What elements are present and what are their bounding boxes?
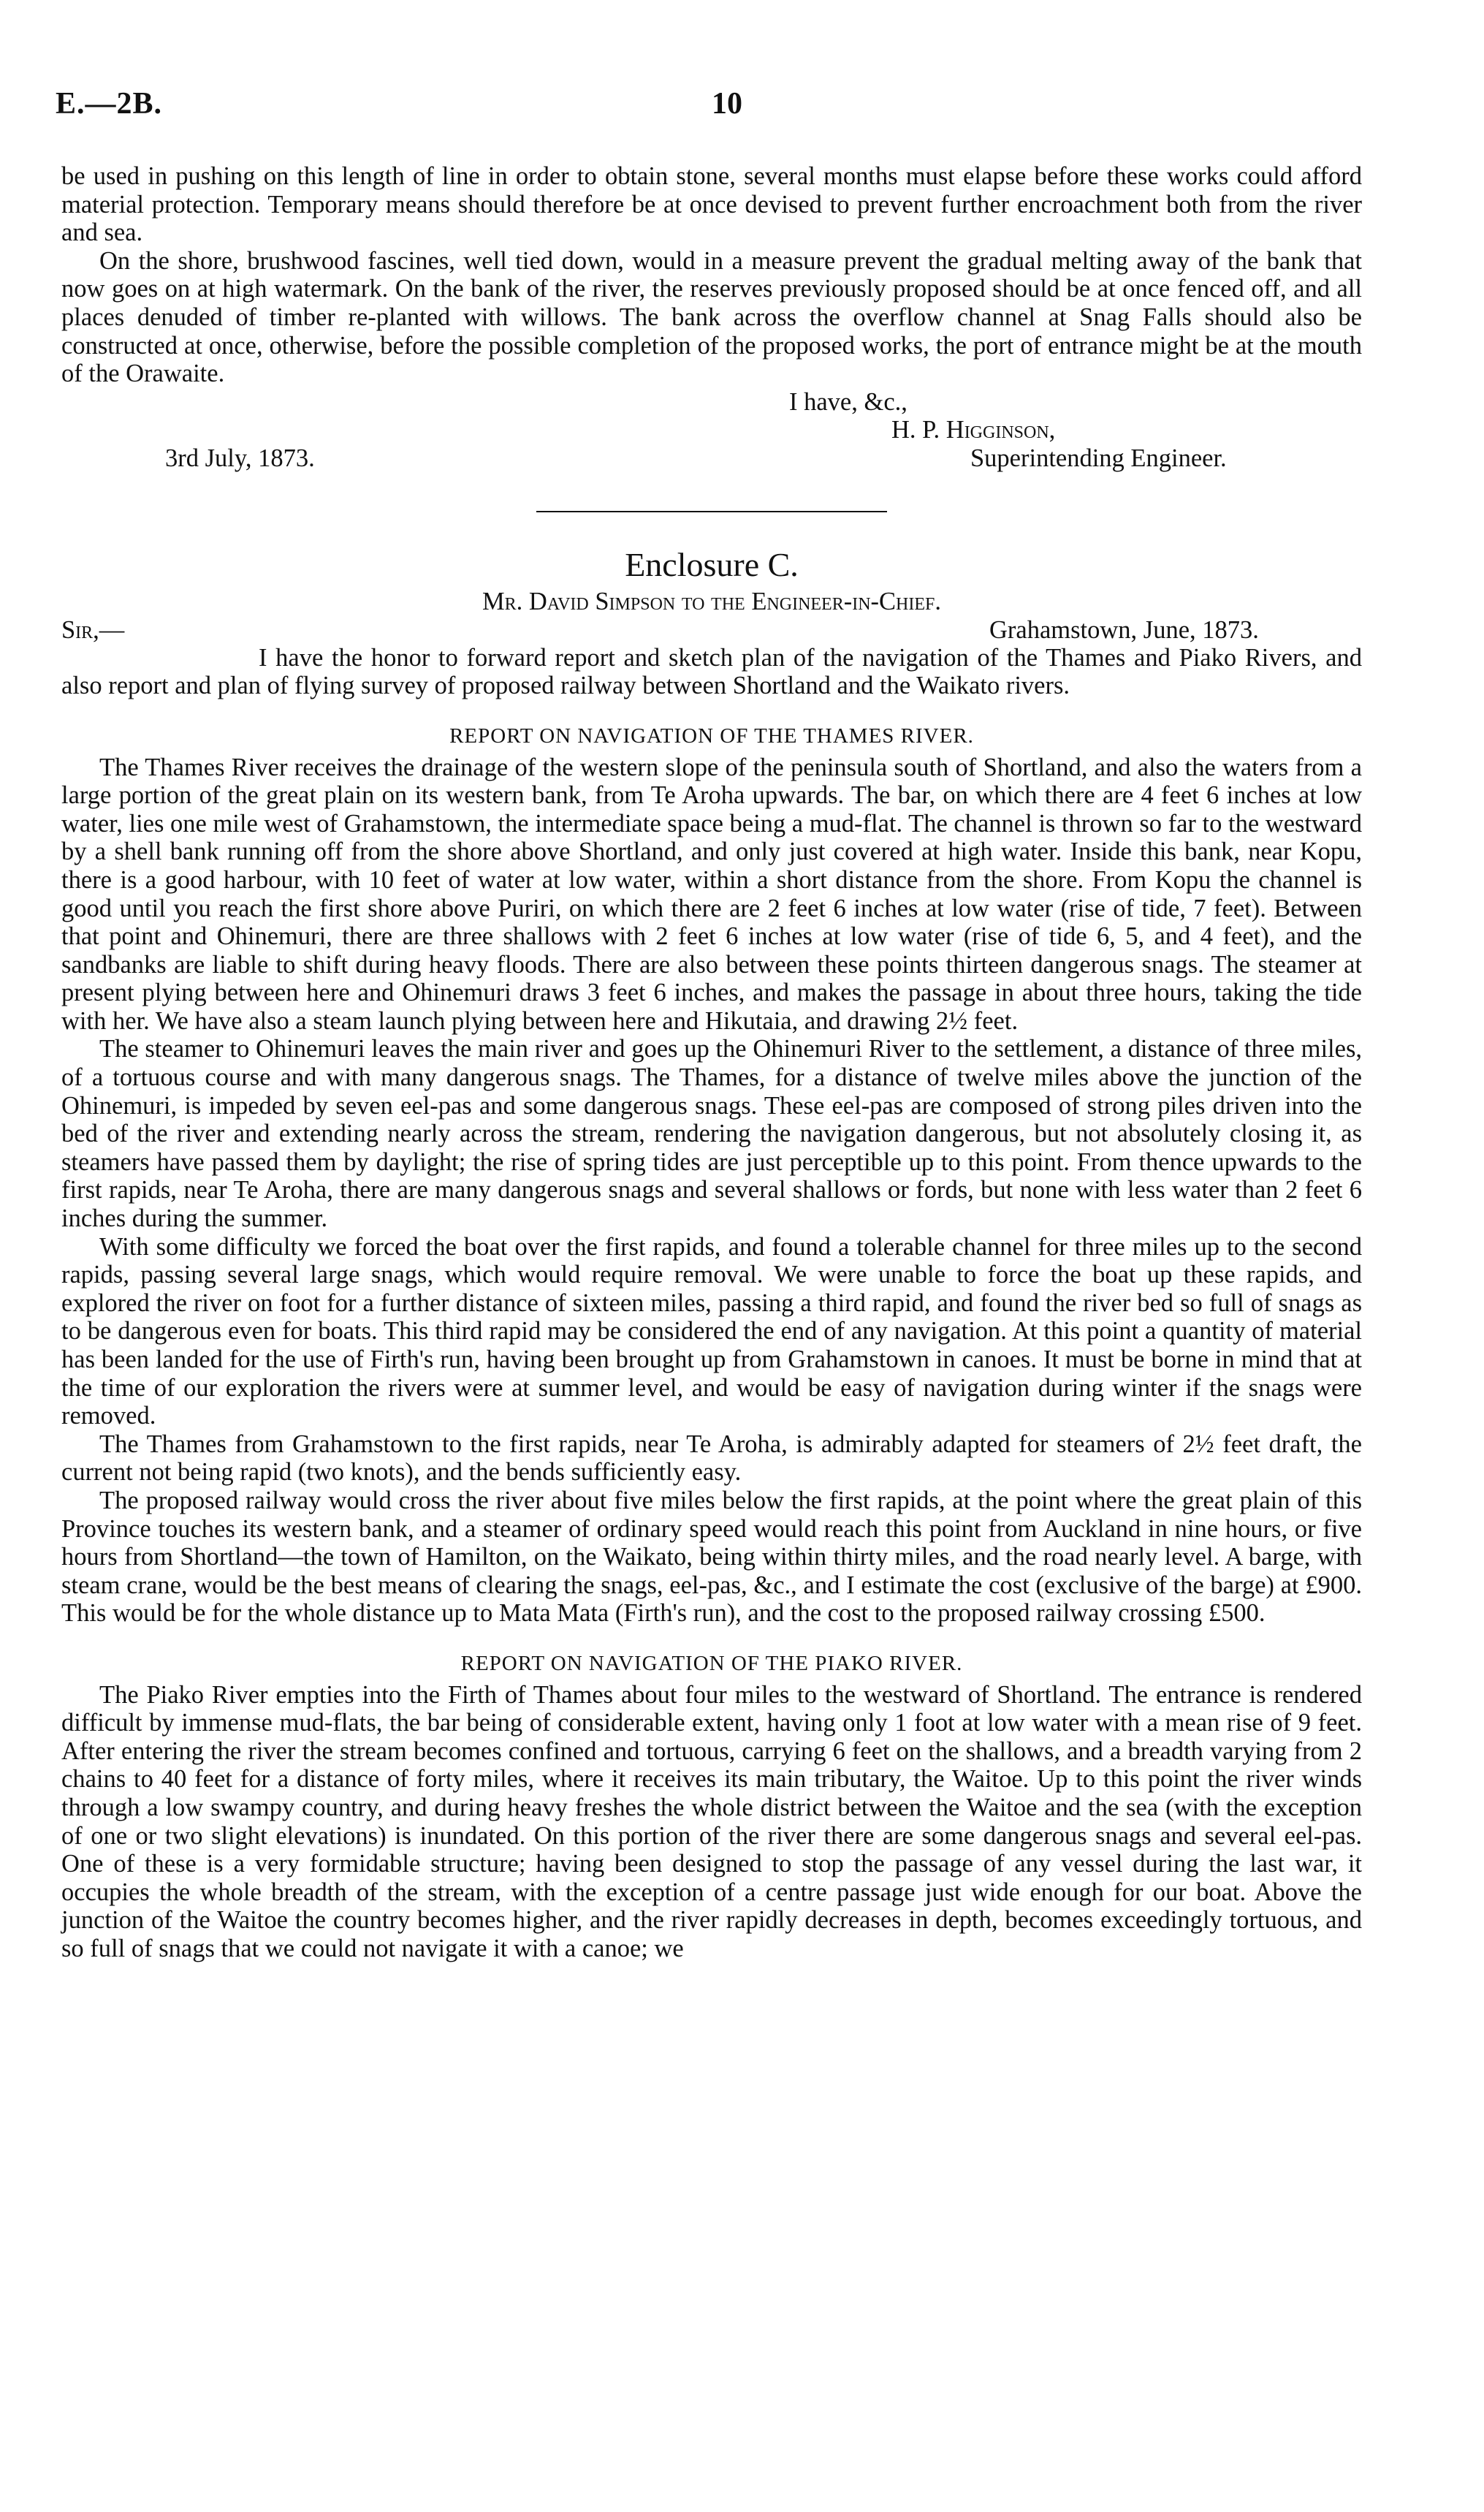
section-heading-thames: REPORT ON NAVIGATION OF THE THAMES RIVER. [449,724,974,748]
piako-paragraph-1: The Piako River empties into the Firth of Thames about four miles to the westward of Shortland. The entrance is rendered difficult by immense mud-flats, the bar being of considerable extent, having only 1 foot at low water with a mean rise of 9 feet. After entering the river the stream becomes confined and tortuous, carrying 6 feet on the shallows, and a breadth varying from 2 chains to 40 feet for a distance of forty miles, where it receives its main tributary, the Waitoe. Up to this point the river winds through a low swampy country, and during heavy freshes the whole district between the Waitoe and the sea (with the exception of one or two slight elevations) is inundated. On this portion of the river there are some dangerous snags and several eel-pas. One of these is a very formidable structure; having been designed to stop the passage of any vessel during the last war, it occupies the whole breadth of the stream, with the exception of a centre passage just wide enough for our boat. Above the junction of the Waitoe the country becomes higher, and the river rapidly decreases in depth, becomes exceedingly tortuous, and so full of snags that we could not navigate it with a canoe; we [61,1680,1362,1962]
signoff-title: Superintending Engineer. [970,444,1227,472]
page-header [56,86,1385,130]
thames-paragraph-4: The Thames from Grahamstown to the first rapids, near Te Aroha, is admirably adapted for steamers of 2½ feet draft, the current not being rapid (two knots), and the bends sufficiently easy. [61,1430,1362,1487]
thames-paragraph-5: The proposed railway would cross the river about five miles below the first rapids, at the point where the great plain of this Province touches its western bank, and a steamer of ordinary speed would reach this point from Auckland in nine hours, or five hours from Shortland—the town of Hamilton, on the Waikato, being within thirty miles, and the road nearly level. A barge, with steam crane, would be the best means of clearing the snags, eel-pas, &c., and I estimate the cost (exclusive of the barge) at £900. This would be for the whole distance up to Mata Mata (Firth's run), and the cost to the proposed railway crossing £500. [61,1486,1362,1628]
document-code: E.—2B. [56,87,163,121]
document-body [61,162,1362,1962]
place-date: Grahamstown, June, 1873. [989,615,1259,644]
thames-paragraph-2: The steamer to Ohinemuri leaves the main river and goes up the Ohinemuri River to the settlement, a distance of three miles, of a tortuous course and with many dangerous snags. The Thames, for a distance of twelve miles above the junction of the Ohinemuri, is impeded by seven eel-pas and some dangerous snags. These eel-pas are composed of strong piles driven into the bed of the river and extending nearly across the stream, rendering the navigation dangerous, but not absolutely closing it, as steamers have passed them by daylight; the rise of spring tides are just perceptible up to this point. From thence upwards to the first rapids, near Te Aroha, there are many dangerous snags and several shallows or fords, but none with less water than 2 feet 6 inches during the summer. [61,1035,1362,1233]
signoff-date: 3rd July, 1873. [165,444,315,472]
intro-paragraph-1: be used in pushing on this length of line in order to obtain stone, several months must elapse before these works could afford material protection. Temporary means should therefore be at once devised to prevent further encroachment both from the river and sea. [61,162,1362,247]
intro-paragraph-2: On the shore, brushwood fascines, well tied down, would in a measure prevent the gradual melting away of the bank that now goes on at high watermark. On the bank of the river, the reserves previously proposed should be at once fenced off, and all places denuded of timber re-planted with willows. The bank across the overflow channel at Snag Falls should also be constructed at once, otherwise, before the possible completion of the proposed works, the port of entrance might be at the mouth of the Orawaite. [61,246,1362,388]
signoff-block [61,388,1362,473]
salutation: Sir,— [61,615,125,644]
enclosure-title: Enclosure C. [625,545,799,583]
section-divider [536,511,887,512]
thames-paragraph-3: With some difficulty we forced the boat over the first rapids, and found a tolerable channel for three miles up to the second rapids, passing several large snags, which would require removal. We were unable to force the boat up these rapids, and explored the river on foot for a further distance of sixteen miles, passing a third rapid, and found the river bed so full of snags as to be dangerous even for boats. This third rapid may be considered the end of any navigation. At this point a quantity of material has been landed for the use of Firth's run, having been brought up from Grahamstown in canoes. It must be borne in mind that at the time of our exploration the rivers were at summer level, and would be easy of navigation during winter if the snags were removed. [61,1232,1362,1430]
page-number: 10 [712,87,742,121]
enclosure-subtitle: Mr. David Simpson to the Engineer-in-Chief. [482,587,941,615]
salutation-row [61,616,1362,644]
section-heading-piako: REPORT ON NAVIGATION OF THE PIAKO RIVER. [460,1651,963,1675]
signoff-name: H. P. Higginson, [891,415,1056,444]
enclosure-opening: I have the honor to forward report and sketch plan of the navigation of the Thames and Piako Rivers, and also report and plan of flying survey of proposed railway between Shortland and the Waikato rivers. [61,643,1362,700]
signoff-closing: I have, &c., [789,387,907,416]
thames-paragraph-1: The Thames River receives the drainage of the western slope of the peninsula south of Shortland, and also the waters from a large portion of the great plain on its western bank, from Te Aroha upwards. The bar, on which there are 4 feet 6 inches at low water, lies one mile west of Grahamstown, the intermediate space being a mud-flat. The channel is thrown so far to the westward by a shell bank running off from the shore above Shortland, and only just covered at high water. Inside this bank, near Kopu, there is a good harbour, with 10 feet of water at low water, within a short distance from the shore. From Kopu the channel is good until you reach the first shore above Puriri, on which there are 2 feet 6 inches at low water (rise of tide, 7 feet). Between that point and Ohinemuri, there are three shallows with 2 feet 6 inches at low water (rise of tide 6, 5, and 4 feet), and the sandbanks are liable to shift during heavy floods. There are also between these points thirteen dangerous snags. The steamer at present plying between here and Ohinemuri draws 3 feet 6 inches, and makes the passage in about three hours, taking the tide with her. We have also a steam launch plying between here and Hikutaia, and drawing 2½ feet. [61,753,1362,1035]
